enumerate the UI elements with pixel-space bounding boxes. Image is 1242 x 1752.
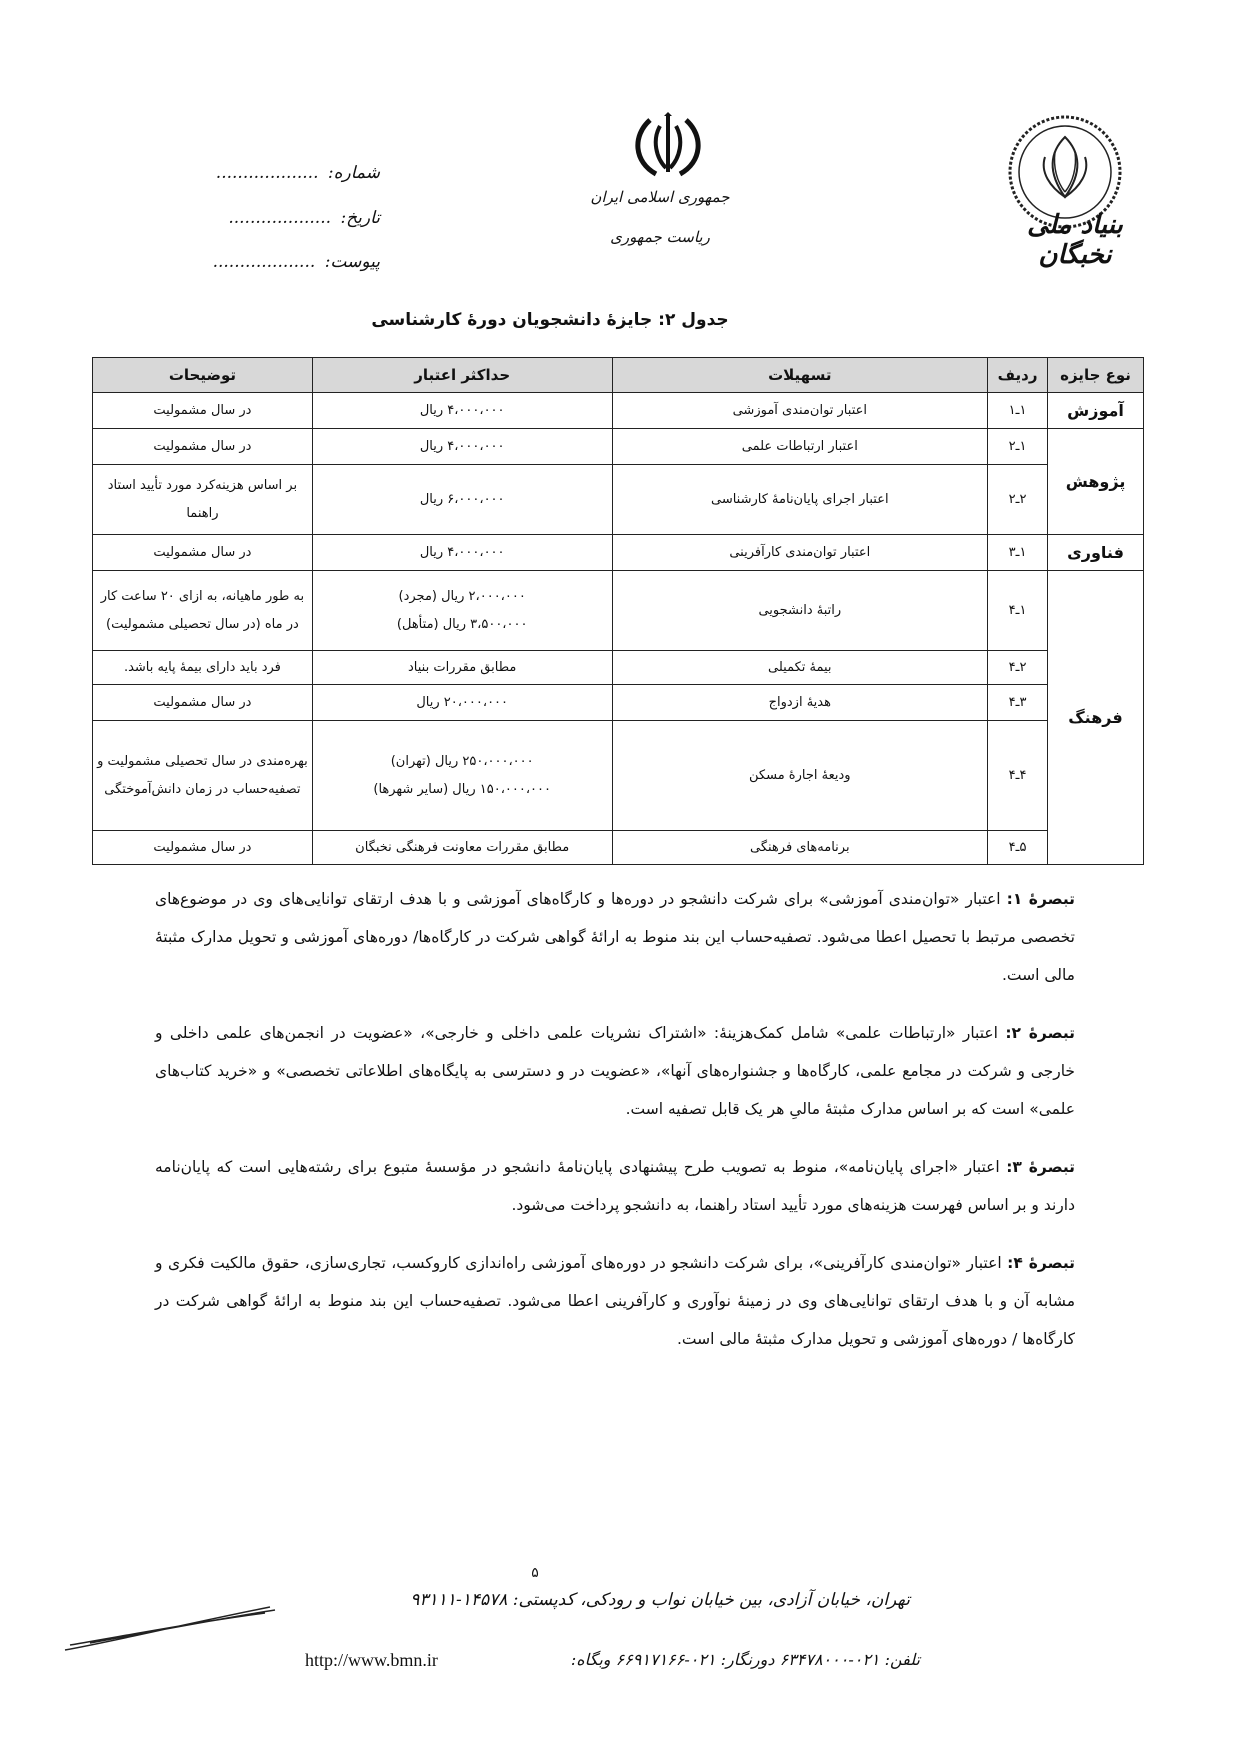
note-4 <box>155 1244 1075 1358</box>
note-text: اعتبار «ارتباطات علمی» شامل کمک‌هزینهٔ: «اشتراک نشریات علمی داخلی و خارجی»، «عضویت در انجمن‌های علمی داخلی و خارجی و شرکت در مجامع علمی، کارگاه‌ها و جشنواره‌های آنها»، «عضویت در و دسترسی به پایگاه‌های اطلاعاتی تخصصی» و «خرید کتاب‌های علمی» است که بر اساس مدارک مثبتهٔ مالیِ هر یک قابل تصفیه است. <box>155 1024 1075 1118</box>
row-credit: ۴،۰۰۰،۰۰۰ ریال <box>312 535 612 571</box>
award-type-technology: فناوری <box>1048 535 1144 571</box>
row-number: ۲ـ۲ <box>988 465 1048 535</box>
meta-date-value: ................... <box>228 208 332 228</box>
header-row-number: ردیف <box>988 358 1048 393</box>
note-2 <box>155 1014 1075 1128</box>
row-notes: در سال مشمولیت <box>93 831 313 865</box>
row-credit: ۶،۰۰۰،۰۰۰ ریال <box>312 465 612 535</box>
award-table <box>92 357 1144 865</box>
table-header-row <box>93 358 1144 393</box>
note-title: تبصرهٔ ۱: <box>1006 890 1076 908</box>
row-facility: هدیهٔ ازدواج <box>612 685 988 721</box>
note-title: تبصرهٔ ۳: <box>1006 1158 1075 1176</box>
signature-icon <box>60 1595 280 1655</box>
row-notes: بهره‌مندی در سال تحصیلی مشمولیت و تصفیه‌حساب در زمان دانش‌آموختگی <box>93 721 313 831</box>
note-title: تبصرهٔ ۴: <box>1007 1254 1075 1272</box>
notes-section <box>155 880 1075 1378</box>
row-number: ۱ـ۴ <box>988 571 1048 651</box>
table-title: جدول ۲: جایزهٔ دانشجویان دورهٔ کارشناسی <box>371 310 729 330</box>
table-row <box>93 393 1144 429</box>
table-row <box>93 831 1144 865</box>
meta-number-label: شماره: <box>327 163 380 183</box>
row-facility: اعتبار توان‌مندی کارآفرینی <box>612 535 988 571</box>
row-facility: اعتبار اجرای پایان‌نامهٔ کارشناسی <box>612 465 988 535</box>
row-credit: مطابق مقررات معاونت فرهنگی نخبگان <box>312 831 612 865</box>
foundation-name: بنیاد ملی نخبگان <box>1027 210 1123 270</box>
award-type-education: آموزش <box>1048 393 1144 429</box>
meta-number-value: ................... <box>215 163 319 183</box>
row-credit: ۴،۰۰۰،۰۰۰ ریال <box>312 393 612 429</box>
note-text: اعتبار «توان‌مندی آموزشی» برای شرکت دانشجو در دوره‌ها و کارگاه‌های آموزشی و با هدف ارتقای توانایی‌های وی در موضوع‌های تخصصی مرتبط با تحصیل اعطا می‌شود. تصفیه‌حساب این بند منوط به ارائهٔ گواهی شرکت در کارگاه‌ها/ دوره‌های آموزشی و تحویل مدارک مثبتهٔ مالی است. <box>155 890 1075 984</box>
note-text: اعتبار «اجرای پایان‌نامه»، منوط به تصویب طرح پیشنهادی پایان‌نامهٔ دانشجو در مؤسسهٔ متبوع برای رشته‌هایی است که پایان‌نامه دارند و بر اساس فهرست هزینه‌های مورد تأیید استاد راهنما، به دانشجو پرداخت می‌شود. <box>155 1158 1075 1214</box>
row-credit-line: ۳،۵۰۰،۰۰۰ ریال (متأهل) <box>396 616 528 632</box>
header-max-credit: حداکثر اعتبار <box>312 358 612 393</box>
table-row <box>93 651 1144 685</box>
gov-line-1: جمهوری اسلامی ایران <box>590 188 730 206</box>
footer-website-link[interactable]: http://www.bmn.ir <box>305 1650 438 1670</box>
footer-contacts: تلفن: ۰۲۱-۶۳۴۷۸۰۰۰ دورنگار: ۰۲۱-۶۶۹۱۷۱۶۶ وبگاه: <box>570 1650 920 1669</box>
note-text: اعتبار «توان‌مندی کارآفرینی»، برای شرکت دانشجو در دوره‌های آموزشی راه‌اندازی کاروکسب، تجاری‌سازی، حقوق مالکیت فکری و مشابه آن و با هدف ارتقای توانایی‌های وی در زمینهٔ نوآوری و کارآفرینی اعطا می‌شود. تصفیه‌حساب این بند منوط به ارائهٔ گواهی شرکت در کارگاه‌ها / دوره‌های آموزشی و تحویل مدارک مثبتهٔ مالی است. <box>155 1254 1075 1348</box>
table-row <box>93 721 1144 831</box>
footer-address: تهران، خیابان آزادی، بین خیابان نواب و رودکی، کدپستی: ۱۴۵۷۸-۹۳۱۱۱ <box>410 1590 910 1610</box>
row-credit <box>312 721 612 831</box>
row-notes: به طور ماهیانه، به ازای ۲۰ ساعت کار در ماه (در سال تحصیلی مشمولیت) <box>93 571 313 651</box>
row-notes: در سال مشمولیت <box>93 535 313 571</box>
note-title: تبصرهٔ ۲: <box>1005 1024 1075 1042</box>
row-credit-line: ۱۵۰،۰۰۰،۰۰۰ ریال (سایر شهرها) <box>373 781 551 797</box>
row-notes: در سال مشمولیت <box>93 393 313 429</box>
row-notes: در سال مشمولیت <box>93 429 313 465</box>
note-3 <box>155 1148 1075 1224</box>
award-type-research: پژوهش <box>1048 429 1144 535</box>
row-number: ۱ـ۱ <box>988 393 1048 429</box>
row-number: ۲ـ۴ <box>988 651 1048 685</box>
page-number: ۵ <box>531 1565 539 1581</box>
row-credit-line: ۲۵۰،۰۰۰،۰۰۰ ریال (تهران) <box>390 753 534 769</box>
table-row <box>93 571 1144 651</box>
header-notes: توضیحات <box>93 358 313 393</box>
meta-date <box>130 208 380 228</box>
row-facility: بیمهٔ تکمیلی <box>612 651 988 685</box>
row-facility: اعتبار ارتباطات علمی <box>612 429 988 465</box>
row-credit-line: ۲،۰۰۰،۰۰۰ ریال (مجرد) <box>398 588 526 604</box>
row-credit: مطابق مقررات بنیاد <box>312 651 612 685</box>
meta-number <box>130 163 380 183</box>
table-row <box>93 465 1144 535</box>
row-number: ۱ـ۳ <box>988 535 1048 571</box>
meta-date-label: تاریخ: <box>340 208 380 228</box>
row-credit: ۲۰،۰۰۰،۰۰۰ ریال <box>312 685 612 721</box>
meta-attachment-label: پیوست: <box>324 252 380 272</box>
meta-attachment-value: ................... <box>212 252 316 272</box>
table-row <box>93 429 1144 465</box>
row-facility: ودیعهٔ اجارهٔ مسکن <box>612 721 988 831</box>
row-notes: فرد باید دارای بیمهٔ پایه باشد. <box>93 651 313 685</box>
row-facility: راتبهٔ دانشجویی <box>612 571 988 651</box>
row-number: ۴ـ۴ <box>988 721 1048 831</box>
row-notes: در سال مشمولیت <box>93 685 313 721</box>
table-row <box>93 535 1144 571</box>
table-row <box>93 685 1144 721</box>
row-credit <box>312 571 612 651</box>
row-number: ۱ـ۲ <box>988 429 1048 465</box>
row-notes: بر اساس هزینه‌کرد مورد تأیید استاد راهنما <box>93 465 313 535</box>
gov-line-2: ریاست جمهوری <box>610 228 710 246</box>
iran-emblem-icon <box>628 112 708 182</box>
row-number: ۵ـ۴ <box>988 831 1048 865</box>
row-number: ۳ـ۴ <box>988 685 1048 721</box>
row-facility: برنامه‌های فرهنگی <box>612 831 988 865</box>
award-type-culture: فرهنگ <box>1048 571 1144 865</box>
row-credit: ۴،۰۰۰،۰۰۰ ریال <box>312 429 612 465</box>
row-facility: اعتبار توان‌مندی آموزشی <box>612 393 988 429</box>
header-award-type: نوع جایزه <box>1048 358 1144 393</box>
note-1 <box>155 880 1075 994</box>
meta-attachment <box>130 252 380 272</box>
header-facility: تسهیلات <box>612 358 988 393</box>
